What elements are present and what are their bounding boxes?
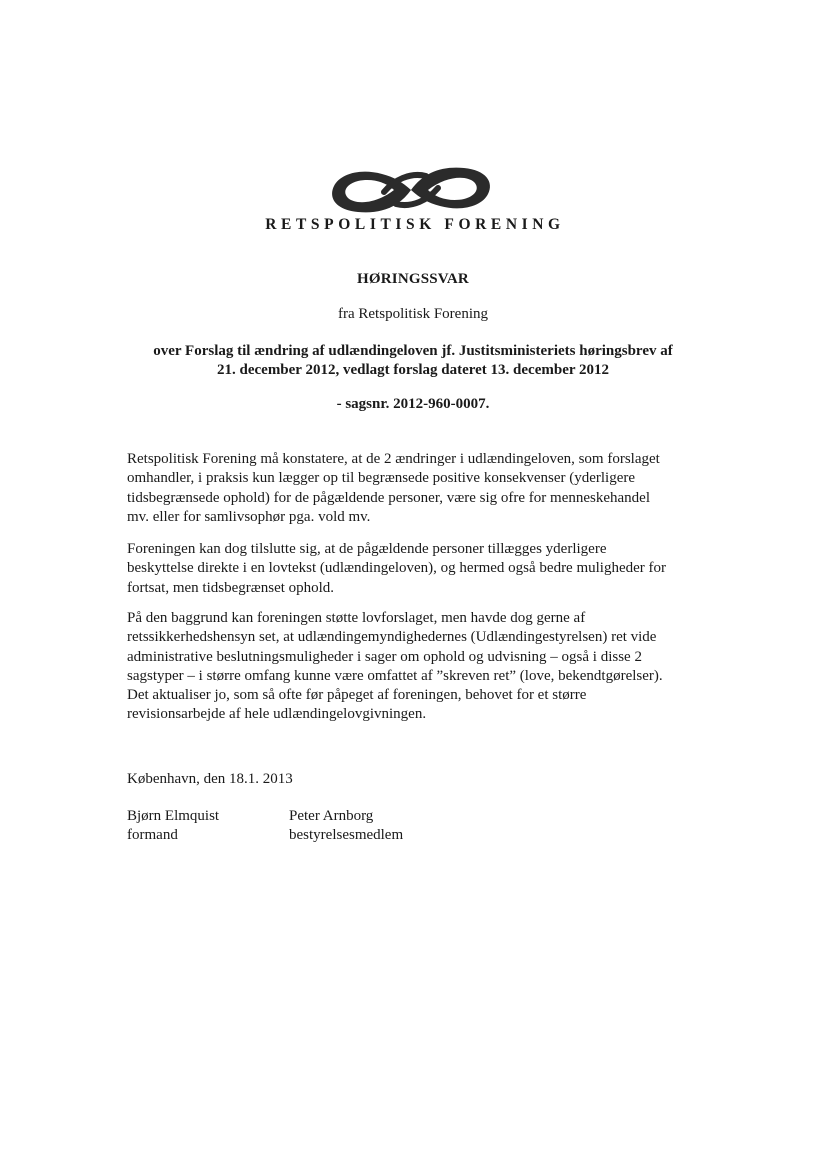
signatory-name: Bjørn Elmquist <box>127 808 220 824</box>
organization-name: RETSPOLITISK FORENING <box>265 216 565 233</box>
subject <box>0 342 826 380</box>
from-line: fra Retspolitisk Forening <box>338 306 488 322</box>
text-line: omhandler, i praksis kun lægger op til begrænsede positive konsekvenser (yderligere <box>127 470 636 487</box>
subject-line: 21. december 2012, vedlagt forslag dateret 13. december 2012 <box>217 362 609 378</box>
signatory-2 <box>289 807 403 845</box>
case-number: - sagsnr. 2012-960-0007. <box>336 396 490 412</box>
text-line: Foreningen kan dog tilslutte sig, at de pågældende personer tillægges yderligere <box>127 541 607 557</box>
paragraph-1 <box>127 450 707 527</box>
text-line: administrative beslutningsmuligheder i sager om ophold og udvisning – også i disse 2 <box>127 648 642 665</box>
signatory-role: bestyrelsesmedlem <box>289 827 404 843</box>
text-line: sagstyper – i større omfang kunne være omfattet af ”skreven ret” (love, bekendtgørelser). <box>127 667 663 684</box>
infinity-knot-logo-icon <box>328 162 494 218</box>
text-line: revisionsarbejde af hele udlændingelovgivningen. <box>127 706 427 723</box>
text-line: Det aktualiser jo, som så ofte før påpeget af foreningen, behovet for et større <box>127 687 587 704</box>
text-line: fortsat, men tidsbegrænset ophold. <box>127 579 335 596</box>
place-date: København, den 18.1. 2013 <box>127 771 293 787</box>
signatory-1 <box>127 807 219 845</box>
document-title: HØRINGSSVAR <box>357 271 469 287</box>
signatory-role: formand <box>127 827 178 843</box>
text-line: retssikkerhedshensyn set, at udlændingemyndighedernes (Udlændingestyrelsen) ret vide <box>127 629 657 646</box>
paragraph-2 <box>127 540 707 598</box>
subject-line: over Forslag til ændring af udlændingeloven jf. Justitsministeriets høringsbrev af <box>153 343 673 359</box>
signatory-name: Peter Arnborg <box>289 808 374 824</box>
text-line: beskyttelse direkte i en lovtekst (udlændingeloven), og hermed også bedre muligheder for <box>127 560 667 577</box>
text-line: tidsbegrænsede ophold) for de pågældende personer, være sig ofre for menneskehandel <box>127 489 650 506</box>
text-line: På den baggrund kan foreningen støtte lovforslaget, men havde dog gerne af <box>127 610 586 626</box>
text-line: mv. eller for samlivsophør pga. vold mv. <box>127 508 371 525</box>
paragraph-3 <box>127 609 707 725</box>
text-line: Retspolitisk Forening må konstatere, at de 2 ændringer i udlændingeloven, som forslaget <box>127 451 660 467</box>
